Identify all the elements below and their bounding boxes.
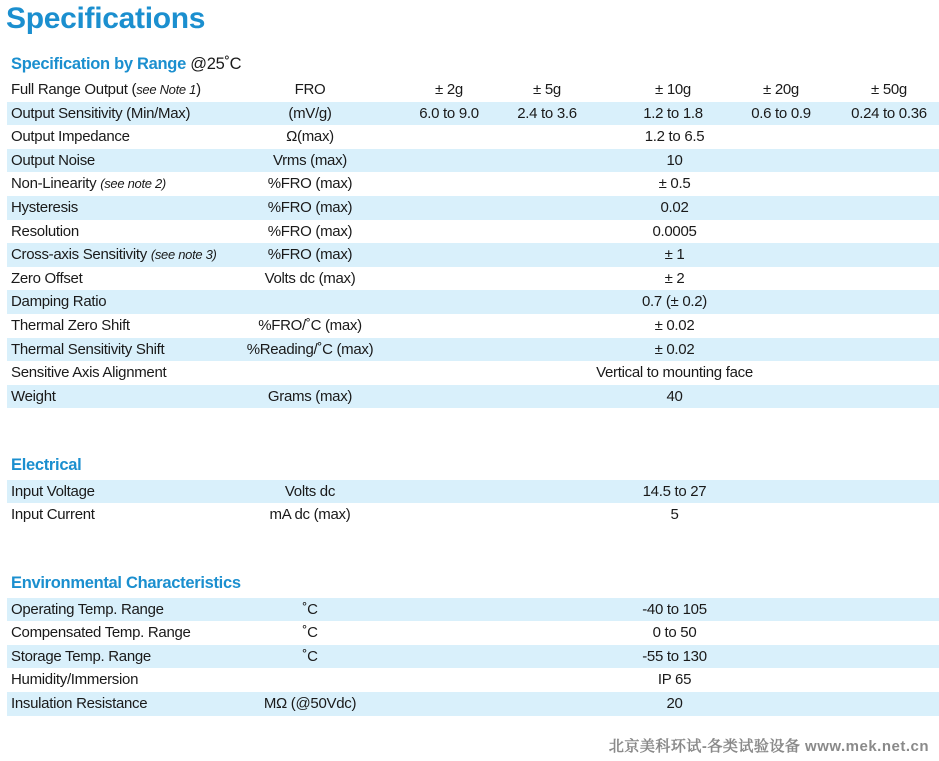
spec-unit: %FRO (max) xyxy=(267,175,353,193)
spec-unit: %Reading/˚C (max) xyxy=(246,340,374,358)
spec-value: 14.5 to 27 xyxy=(642,482,707,500)
spec-label: Output Sensitivity (Min/Max) xyxy=(11,104,191,122)
spec-value: 0.7 (± 0.2) xyxy=(642,293,707,311)
spec-label: Cross-axis Sensitivity (see note 3) xyxy=(11,246,217,264)
spec-value: ± 2 xyxy=(664,269,685,287)
spec-label: Insulation Resistance xyxy=(11,695,148,712)
spec-value: 1.2 to 6.5 xyxy=(644,128,705,146)
spec-label: Thermal Zero Shift xyxy=(11,317,130,334)
spec-section-title-text: Specification by Range xyxy=(11,55,186,73)
spec-row xyxy=(7,149,939,173)
spec-label: Non-Linearity (see note 2) xyxy=(11,175,166,193)
spec-value: IP 65 xyxy=(657,671,692,689)
spec-row-output-sensitivity xyxy=(7,102,939,126)
sensitivity-10g: 1.2 to 1.8 xyxy=(643,104,703,122)
environmental-row xyxy=(7,668,939,692)
spec-value: 0.0005 xyxy=(652,222,697,240)
spec-unit: %FRO (max) xyxy=(267,222,353,240)
page-title: Specifications xyxy=(6,2,206,35)
spec-unit: ˚C xyxy=(302,647,318,665)
spec-unit: Volts dc xyxy=(284,482,336,500)
environmental-row xyxy=(7,645,939,669)
spec-label: Input Current xyxy=(11,506,95,524)
spec-label: Humidity/Immersion xyxy=(11,671,139,689)
spec-unit: %FRO/˚C (max) xyxy=(258,317,362,334)
spec-value: ± 0.02 xyxy=(654,317,695,334)
spec-value: 40 xyxy=(666,387,683,405)
spec-row xyxy=(7,314,939,338)
spec-row xyxy=(7,172,939,196)
spec-value: -40 to 105 xyxy=(642,600,707,618)
spec-value: ± 0.5 xyxy=(658,175,691,193)
spec-value: -55 to 130 xyxy=(642,647,707,665)
spec-unit: Volts dc (max) xyxy=(264,269,356,287)
sensitivity-2g: 6.0 to 9.0 xyxy=(419,104,479,122)
spec-value: ± 0.02 xyxy=(654,340,695,358)
spec-value: 0.02 xyxy=(660,199,689,216)
spec-unit: MΩ (@50Vdc) xyxy=(263,695,357,712)
spec-note: see Note 1 xyxy=(136,82,197,97)
environmental-row xyxy=(7,598,939,622)
spec-label: Input Voltage xyxy=(11,482,95,500)
spec-row xyxy=(7,290,939,314)
spec-row xyxy=(7,385,939,409)
spec-row xyxy=(7,243,939,267)
spec-row-full-range-output xyxy=(7,78,939,102)
range-50g: ± 50g xyxy=(871,81,907,98)
spec-unit: Ω(max) xyxy=(286,128,334,146)
spec-section-title xyxy=(11,55,241,74)
spec-label: Operating Temp. Range xyxy=(11,600,164,618)
range-2g: ± 2g xyxy=(435,81,463,98)
spec-label: Full Range Output (see Note 1) xyxy=(11,81,201,98)
spec-unit: Vrms (max) xyxy=(273,151,347,169)
spec-section-title-suffix: @25˚C xyxy=(190,55,242,73)
sensitivity-5g: 2.4 to 3.6 xyxy=(517,104,577,122)
spec-row xyxy=(7,361,939,385)
spec-unit: ˚C xyxy=(302,600,318,618)
spec-row xyxy=(7,196,939,220)
sensitivity-20g: 0.6 to 0.9 xyxy=(751,104,811,122)
spec-unit: %FRO (max) xyxy=(267,246,353,264)
spec-row xyxy=(7,338,939,362)
spec-value: ± 1 xyxy=(664,246,685,264)
watermark: 北京美科环试-各类试验设备 www.mek.net.cn xyxy=(608,738,929,755)
spec-value: Vertical to mounting face xyxy=(596,364,753,382)
spec-label: Resolution xyxy=(11,222,79,240)
spec-label: Weight xyxy=(11,387,56,405)
spec-label: Hysteresis xyxy=(11,199,79,216)
environmental-section-title: Environmental Characteristics xyxy=(11,574,241,592)
electrical-section-title: Electrical xyxy=(11,456,82,474)
sensitivity-50g: 0.24 to 0.36 xyxy=(851,104,927,122)
spec-label: Output Noise xyxy=(11,151,95,169)
spec-value: 0 to 50 xyxy=(652,624,697,642)
range-10g: ± 10g xyxy=(655,81,691,98)
spec-label: Output Impedance xyxy=(11,128,130,146)
spec-unit: Grams (max) xyxy=(267,387,353,405)
spec-label: Thermal Sensitivity Shift xyxy=(11,340,165,358)
electrical-row xyxy=(7,480,939,504)
spec-value: 20 xyxy=(666,695,683,712)
spec-row xyxy=(7,220,939,244)
spec-row xyxy=(7,125,939,149)
environmental-row xyxy=(7,621,939,645)
spec-unit: mA dc (max) xyxy=(269,506,351,524)
range-20g: ± 20g xyxy=(763,81,799,98)
spec-label: Damping Ratio xyxy=(11,293,107,311)
spec-value: 10 xyxy=(666,151,683,169)
environmental-row xyxy=(7,692,939,716)
spec-unit: FRO xyxy=(294,81,326,98)
spec-unit: (mV/g) xyxy=(288,104,332,122)
spec-unit: ˚C xyxy=(302,624,318,642)
spec-unit: %FRO (max) xyxy=(267,199,353,216)
spec-row xyxy=(7,267,939,291)
spec-value: 5 xyxy=(670,506,679,524)
spec-label: Compensated Temp. Range xyxy=(11,624,191,642)
electrical-row xyxy=(7,503,939,527)
spec-label: Sensitive Axis Alignment xyxy=(11,364,167,382)
spec-label: Storage Temp. Range xyxy=(11,647,151,665)
range-5g: ± 5g xyxy=(533,81,561,98)
spec-label: Zero Offset xyxy=(11,269,83,287)
